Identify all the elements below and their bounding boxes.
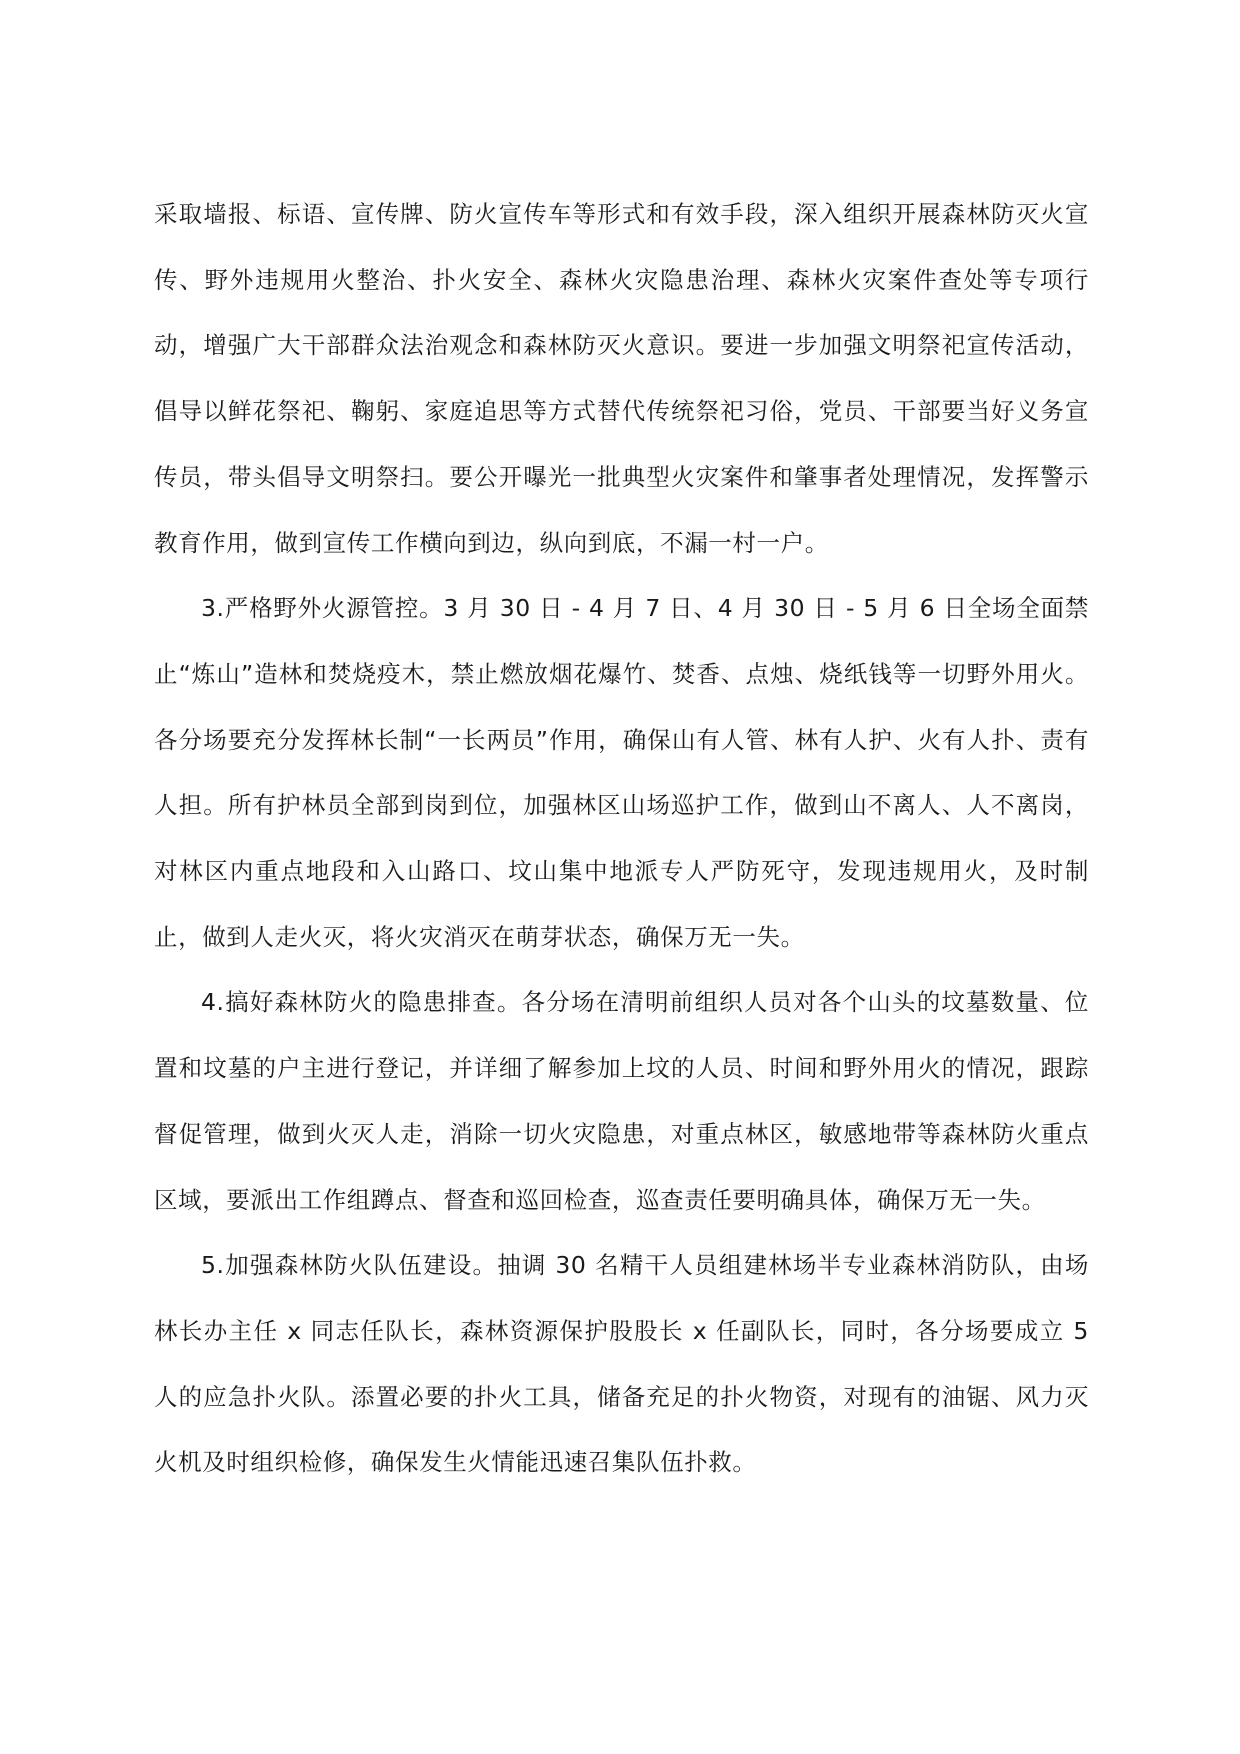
paragraph-publicity: 采取墙报、标语、宣传牌、防火宣传车等形式和有效手段，深入组织开展森林防灭火宣传、野外违规用火整治、扑火安全、森林火灾隐患治理、森林火灾案件查处等专项行动，增强广大干部群众法治观念和森林防灭火意识。要进一步加强文明祭祀宣传活动，倡导以鲜花祭祀、鞠躬、家庭追思等方式替代传统祭祀习俗，党员、干部要当好义务宣传员，带头倡导文明祭扫。要公开曝光一批典型火灾案件和肇事者处理情况，发挥警示教育作用，做到宣传工作横向到边，纵向到底，不漏一村一户。 <box>154 200 1089 557</box>
paragraph-hazard-inspection: 4.搞好森林防火的隐患排查。各分场在清明前组织人员对各个山头的坟墓数量、位置和坟墓的户主进行登记，并详细了解参加上坟的人员、时间和野外用火的情况，跟踪督促管理，做到火灭人走，消除一切火灾隐患，对重点林区，敏感地带等森林防火重点区域，要派出工作组蹲点、督查和巡回检查，巡查责任要明确具体，确保万无一失。 <box>154 988 1089 1214</box>
document-page <box>154 182 1089 1496</box>
paragraph-team-building: 5.加强森林防火队伍建设。抽调 30 名精干人员组建林场半专业森林消防队，由场林长办主任 x 同志任队长，森林资源保护股股长 x 任副队长，同时，各分场要成立 5 人的应急扑火队。添置必要的扑火工具，储备充足的扑火物资，对现有的油锯、风力灭火机及时组织检修，确保发生火情能迅速召集队伍扑救。 <box>154 1251 1089 1477</box>
paragraph-fire-source-control: 3.严格野外火源管控。3 月 30 日 - 4 月 7 日、4 月 30 日 - 5 月 6 日全场全面禁止“炼山”造林和焚烧疫木，禁止燃放烟花爆竹、焚香、点烛、烧纸钱等一切野外用火。各分场要充分发挥林长制“一长两员”作用，确保山有人管、林有人护、火有人扑、责有人担。所有护林员全部到岗到位，加强林区山场巡护工作，做到山不离人、人不离岗，对林区内重点地段和入山路口、坟山集中地派专人严防死守，发现违规用火，及时制止，做到人走火灭，将火灾消灭在萌芽状态，确保万无一失。 <box>154 594 1089 951</box>
